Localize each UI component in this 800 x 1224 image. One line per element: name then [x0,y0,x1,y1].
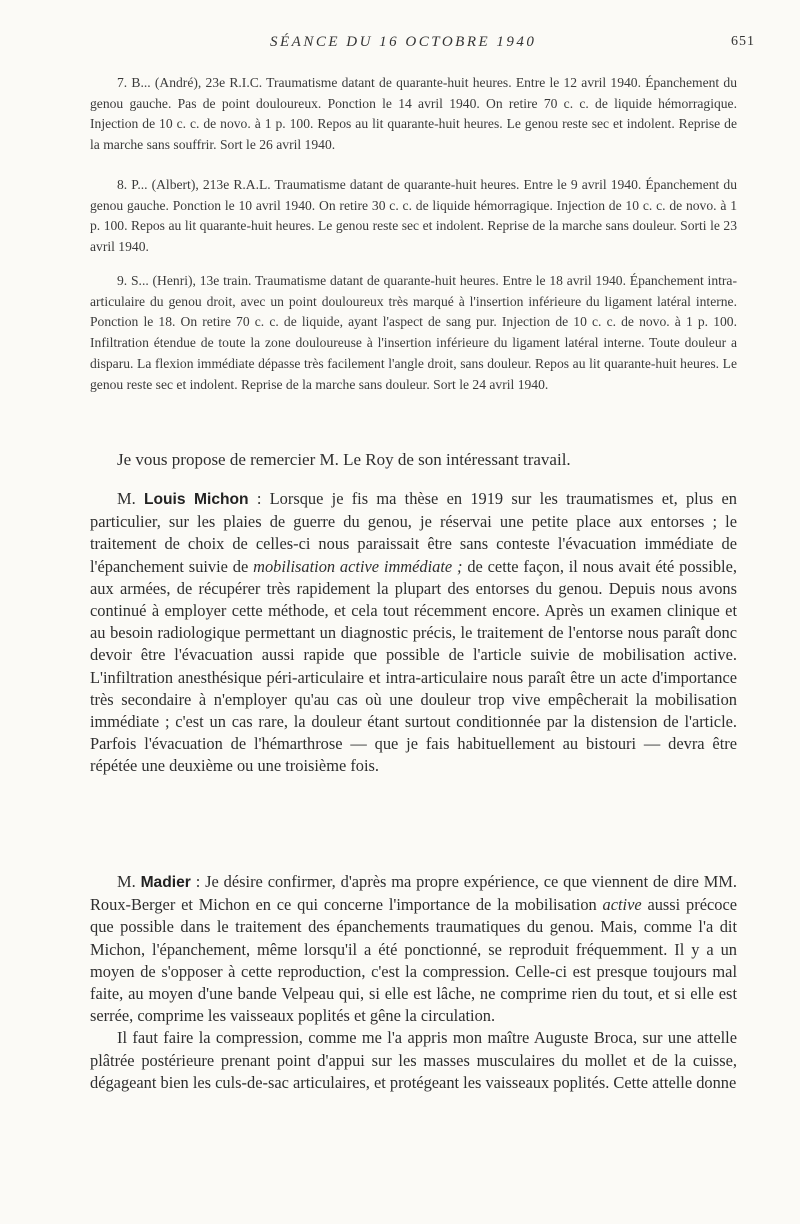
madier-italic: active [602,895,642,915]
speaker-prefix: M. [117,872,141,891]
speaker-prefix: M. [117,489,144,508]
speaker-name: Louis Michon [143,491,249,508]
case-report-8 [90,175,737,258]
page-header [0,34,800,58]
madier-paragraph [90,871,737,1027]
proposal-text: Je vous propose de remercier M. Le Roy de son intéressant travail. [117,450,571,469]
case-paragraph: 7. B... (André), 23e R.I.C. Traumatisme datant de quarante-huit heures. Entre le 12 avril 1940. Épanchement du genou gauche. Pas de point douloureux. Ponction le 14 avril 1940. On retire 70 c. c. de liquide hémorragique. Injection de 10 c. c. de novo. à 1 p. 100. Repos au lit quarante-huit heures. Le genou reste sec et indolent. Reprise de la marche sans souffrir. Sort le 26 avril 1940. [90,75,737,153]
michon-text-after: de cette façon, il nous avait été possible, aux armées, de récupérer très rapidement la plupart des entorses du genou. Depuis nous avons continué à employer cette méthode, et cela tout récemment encore. Après un examen clinique et au besoin radiologique permettant un diagnostic précis, le traitement de l'entorse nous paraît donc devoir être l'évacuation aussi rapide que possible de l'article suivie de mobilisation active. L'infiltration anesthésique péri-articulaire et intra-articulaire nous paraît être un acte d'importance très secondaire à n'employer qu'au cas où une douleur trop vive empêcherait la mobilisation immédiate ; c'est un cas rare, la douleur étant surtout conditionnée par la distension de l'article. Parfois l'évacuation de l'hémarthrose — que je fais habituellement au bistouri — devra être répétée une deuxième ou une troisième fois. [90,556,737,776]
madier-intervention [90,871,737,1094]
speaker-colon: : [248,489,270,508]
madier-text-after: aussi précoce que possible dans le traitement des épanchements traumatiques du genou. Mais, comme l'a dit Michon, l'épanchement, même lorsqu'il a été ponctionné, se reproduit fréquemment. Il y a un moyen de s'opposer à cette reproduction, c'est la compression. Celle-ci est presque toujours mal faite, au moyen d'une bande Velpeau qui, si elle est lâche, ne comprime rien du tout, et si elle est serrée, comprime les vaisseaux poplités et gêne la circulation. [90,895,737,1026]
madier-text-before: Je désire confirmer, d'après ma propre expérience, ce que viennent de dire MM. Roux-Berger et Michon en ce qui concerne l'importance de la mobilisation [90,872,737,915]
case-paragraph: 9. S... (Henri), 13e train. Traumatisme datant de quarante-huit heures. Entre le 18 avril 1940. Épanchement intra-articulaire du genou droit, avec un point douloureux très marqué à l'insertion inférieure du ligament latéral interne. Ponction le 18. On retire 70 c. c. de liquide, ayant l'aspect de sang pur. Injection de 10 c. c. de novo. à 1 p. 100. Infiltration étendue de toute la zone douloureuse à l'insertion inférieure du ligament latéral interne. Toute douleur a disparu. La flexion immédiate dépasse très facilement l'angle droit, sans douleur. Repos au lit quarante-huit heures. Le genou reste sec et indolent. Reprise de la marche sans douleur. Sort le 24 avril 1940. [90,273,737,392]
case-report-7 [90,73,737,156]
michon-italic: mobilisation active immédiate ; [253,556,463,576]
case-report-9 [90,271,737,395]
page-number: 651 [731,34,755,49]
case-paragraph: 8. P... (Albert), 213e R.A.L. Traumatisme datant de quarante-huit heures. Entre le 9 avril 1940. Épanchement du genou gauche. Ponction le 10 avril 1940. On retire 30 c. c. de liquide hémorragique. Injection de 10 c. c. de novo. à 1 p. 100. Repos au lit quarante-huit heures. Le genou reste sec et indolent. Reprise de la marche sans douleur. Sorti le 23 avril 1940. [90,177,737,255]
speaker-name: Madier [140,874,191,891]
speaker-colon: : [190,872,206,891]
michon-paragraph [90,488,737,778]
proposal [90,449,737,471]
madier-paragraph-2: Il faut faire la compression, comme me l'a appris mon maître Auguste Broca, sur une attelle plâtrée postérieure prenant point d'appui sur les masses musculaires du mollet et de la cuisse, dégageant bien les culs-de-sac articulaires, et protégeant les vaisseaux poplités. Cette attelle donne [90,1028,737,1092]
michon-text-before: Lorsque je fis ma thèse en 1919 sur les traumatismes et, plus en particulier, sur les plaies de guerre du genou, je réservai une petite place aux entorses ; le traitement de choix de celles-ci nous paraissait être sans conteste l'évacuation immédiate de l'épanchement suivie de [90,489,738,576]
running-title: SÉANCE DU 16 OCTOBRE 1940 [270,34,537,50]
michon-intervention [90,488,737,778]
